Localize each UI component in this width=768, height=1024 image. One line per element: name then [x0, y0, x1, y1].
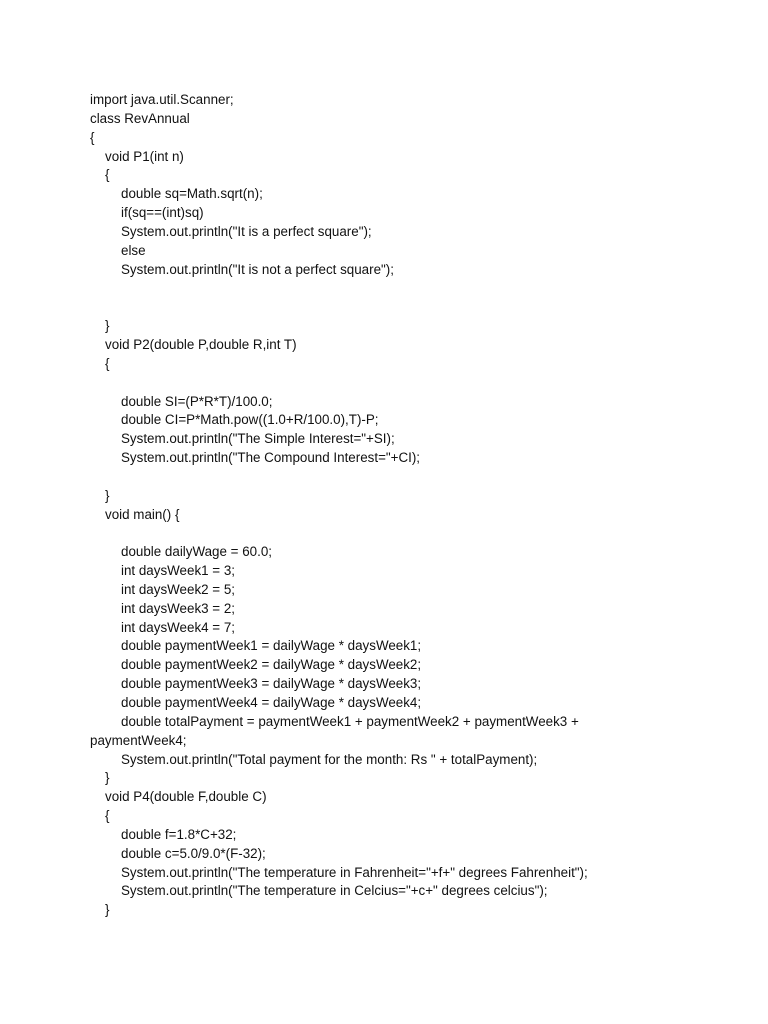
code-line: double f=1.8*C+32;	[121, 826, 237, 842]
code-line: }	[105, 318, 110, 334]
code-line: System.out.println("The Compound Interest="+CI);	[121, 450, 421, 466]
code-line: if(sq==(int)sq)	[121, 205, 204, 221]
code-line: {	[90, 129, 95, 145]
code-line: {	[105, 355, 110, 371]
code-line: System.out.println("The Simple Interest="+SI);	[121, 431, 395, 447]
code-listing	[90, 91, 730, 920]
code-line: System.out.println("The temperature in Fahrenheit="+f+" degrees Fahrenheit");	[121, 864, 588, 880]
code-line: void P4(double F,double C)	[105, 789, 267, 805]
code-line: double SI=(P*R*T)/100.0;	[121, 393, 273, 409]
code-line: {	[105, 808, 110, 824]
code-line: void P2(double P,double R,int T)	[105, 336, 297, 352]
code-line: System.out.println("Total payment for the month: Rs " + totalPayment);	[121, 751, 538, 767]
code-line: void P1(int n)	[105, 148, 184, 164]
code-line: System.out.println("The temperature in Celcius="+c+" degrees celcius");	[121, 883, 548, 899]
blank-line	[90, 524, 730, 543]
code-line: paymentWeek4;	[90, 732, 187, 748]
code-line: import java.util.Scanner;	[90, 92, 234, 107]
blank-line	[90, 468, 730, 487]
code-line: else	[121, 242, 146, 258]
code-line: }	[105, 770, 110, 786]
code-line: class RevAnnual	[90, 110, 190, 126]
blank-line	[90, 279, 730, 298]
code-line: }	[105, 487, 110, 503]
code-line: System.out.println("It is not a perfect square");	[121, 261, 394, 277]
code-line: int daysWeek1 = 3;	[121, 563, 236, 579]
code-line: double paymentWeek4 = dailyWage * daysWeek4;	[121, 695, 422, 710]
code-line: int daysWeek4 = 7;	[121, 619, 236, 635]
code-line: double paymentWeek3 = dailyWage * daysWeek3;	[121, 676, 422, 692]
blank-line	[90, 374, 730, 393]
code-line: int daysWeek2 = 5;	[121, 581, 236, 597]
code-line: double paymentWeek1 = dailyWage * daysWeek1;	[121, 638, 422, 654]
code-line: void main() {	[105, 506, 180, 522]
code-line: double dailyWage = 60.0;	[121, 544, 272, 560]
code-line: int daysWeek3 = 2;	[121, 600, 236, 616]
code-line: }	[105, 902, 110, 918]
code-line: double CI=P*Math.pow((1.0+R/100.0),T)-P;	[121, 412, 379, 428]
code-line: double c=5.0/9.0*(F-32);	[121, 845, 266, 861]
code-line: double sq=Math.sqrt(n);	[121, 186, 263, 202]
code-line: {	[105, 167, 110, 183]
blank-line	[90, 298, 730, 317]
code-line: double paymentWeek2 = dailyWage * daysWeek2;	[121, 657, 422, 673]
code-line: double totalPayment = paymentWeek1 + paymentWeek2 + paymentWeek3 +	[121, 713, 579, 729]
code-line: System.out.println("It is a perfect square");	[121, 223, 372, 239]
